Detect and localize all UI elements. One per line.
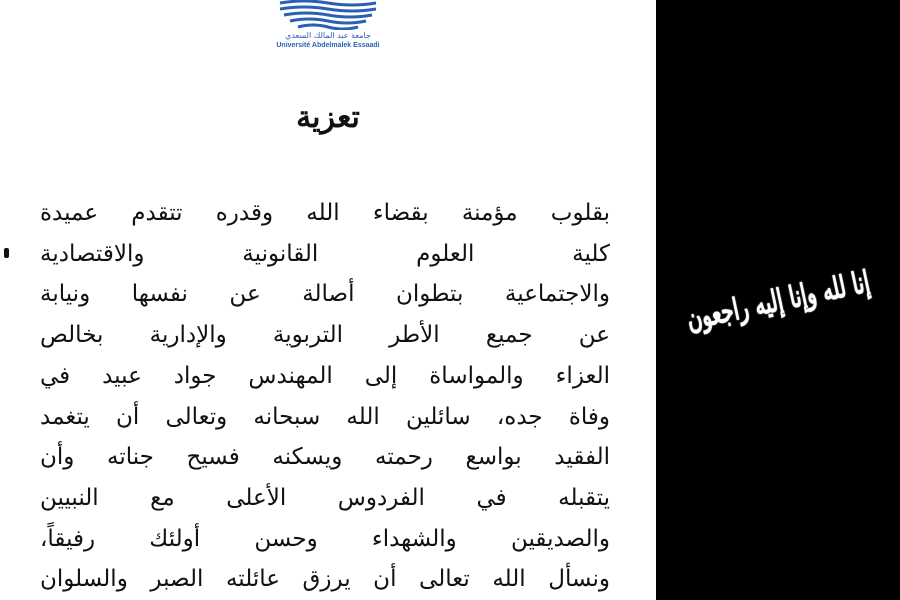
body-line: والصديقين والشهداء وحسن أولئك رفيقاً، — [40, 525, 610, 552]
body-line: بقلوب مؤمنة بقضاء الله وقدره تتقدم عميدة — [40, 200, 610, 226]
body-line: الفقيد بواسع رحمته ويسكنه فسيح جناته وأن — [40, 444, 610, 471]
university-logo — [268, 0, 388, 56]
margin-mark — [4, 248, 9, 258]
body-line: ونسأل الله تعالى أن يرزق عائلته الصبر والسلوان — [40, 566, 610, 593]
quran-calligraphy: إنا لله وإنا إليه راجعون — [683, 263, 873, 337]
condolence-body — [40, 193, 610, 600]
body-line: والاجتماعية بتطوان أصالة عن نفسها ونيابة — [40, 281, 610, 308]
body-line: عن جميع الأطر التربوية والإدارية بخالص — [40, 322, 610, 349]
university-waves-icon — [276, 0, 380, 30]
body-line: وفاة جده، سائلين الله سبحانه وتعالى أن يتغمد — [40, 403, 610, 430]
logo-arabic-name: جامعة عبد المالك السعدي — [285, 31, 371, 40]
page-title: تعزية — [296, 100, 360, 135]
body-line: يتقبله في الفردوس الأعلى مع النبيين — [40, 484, 610, 511]
logo-french-name: Université Abdelmalek Essaadi — [276, 42, 380, 49]
body-line: كلية العلوم القانونية والاقتصادية — [40, 240, 610, 267]
body-line: العزاء والمواساة إلى المهندس جواد عبيد في — [40, 362, 610, 389]
mourning-panel — [656, 0, 900, 600]
